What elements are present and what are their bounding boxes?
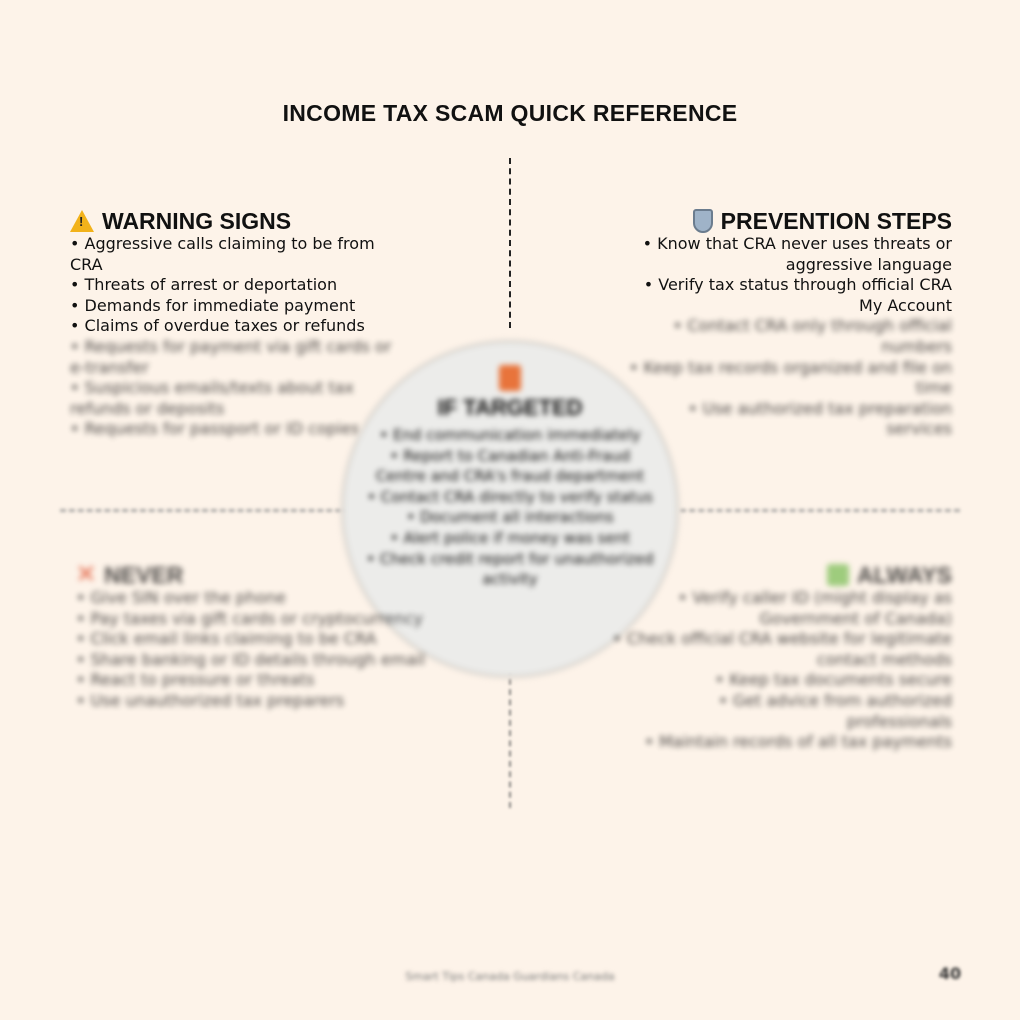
prevention-steps-title: PREVENTION STEPS [720,208,952,234]
list-item: • Claims of overdue taxes or refunds [70,316,365,336]
page-number: 40 [938,964,962,983]
always-list [612,588,952,753]
never-section [76,562,426,712]
list-item: • Check credit report for unauthorized activity [366,549,654,589]
list-item: • Verify caller ID (might display as Government of Canada) [677,588,952,628]
list-item: • Get advice from authorized professionals [718,690,952,731]
list-item: • Click email links claiming to be CRA [76,629,377,649]
list-item: • Requests for passport or ID copies [70,419,360,439]
prevention-steps-heading [622,208,952,234]
list-item: • Check official CRA website for legitimate contact methods [612,629,952,669]
list-item: • Verify tax status through official CRA My Account [643,275,952,315]
list-item: • Use authorized tax preparation services [687,398,952,439]
warning-signs-title: WARNING SIGNS [102,208,292,234]
list-item: • Know that CRA never uses threats or aggressive language [642,234,952,274]
list-item: • Suspicious emails/texts about tax refunds or deposits [70,378,354,418]
page-footer: Smart Tips Canada Guardians Canada [405,970,615,983]
warning-signs-heading [70,208,410,234]
page-title: INCOME TAX SCAM QUICK REFERENCE [282,100,738,126]
list-item: • React to pressure or threats [76,670,315,690]
list-item: • Alert police if money was sent [389,528,631,547]
divider-horizontal-left [60,509,350,512]
always-section [612,562,952,753]
list-item: • Give SIN over the phone [76,588,286,607]
never-heading [76,562,426,588]
list-item: • Keep tax documents secure [714,670,952,690]
list-item: • Use unauthorized tax preparers [76,690,345,710]
list-item: • Share banking or ID details through email [76,649,426,669]
check-icon [827,564,849,586]
x-icon: ✕ [76,561,97,588]
list-item: • Threats of arrest or deportation [70,275,338,295]
list-item: • Pay taxes via gift cards or cryptocurrency [76,608,423,628]
list-item: • Demands for immediate payment [70,295,356,315]
list-item: • Maintain records of all tax payments [644,732,952,752]
list-item: • Requests for payment via gift cards or e-transfer [70,336,392,377]
always-title: ALWAYS [856,562,952,588]
list-item: • Report to Canadian Anti-Fraud Centre and CRA's fraud department [375,446,645,486]
list-item: • Keep tax records organized and file on time [629,357,952,398]
list-item: • Contact CRA directly to verify status [367,487,653,506]
divider-horizontal-right [680,509,960,512]
shield-icon [693,209,713,233]
divider-vertical-top [509,158,511,328]
list-item: • Aggressive calls claiming to be from CRA [70,234,375,274]
always-heading [612,562,952,588]
never-title: NEVER [104,562,184,588]
alert-icon [499,365,521,391]
never-list [76,588,426,712]
if-targeted-title: IF TARGETED [437,395,583,420]
warning-icon: ! [70,210,94,232]
list-item: • Document all interactions [406,508,614,527]
list-item: • End communication immediately [379,426,641,444]
list-item: • Contact CRA only through official numbers [672,316,952,356]
